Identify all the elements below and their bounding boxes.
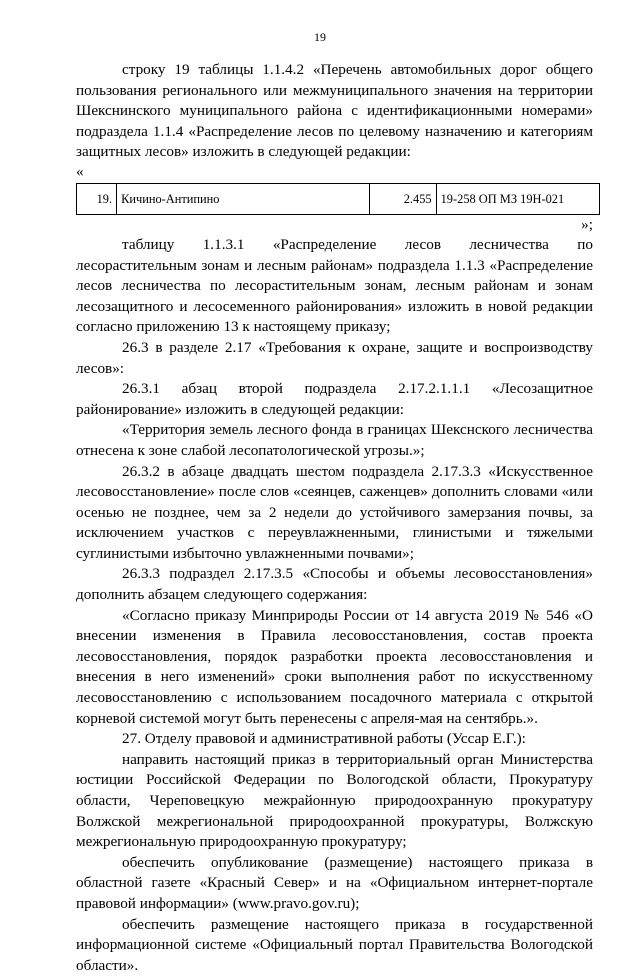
opening-quote: « xyxy=(76,162,84,180)
paragraph-post-portal: обеспечить размещение настоящего приказа в государственной информационной системе «Официальный портал Правительства Вологодской области». xyxy=(76,915,593,974)
road-id-cell: 19-258 ОП МЗ 19Н-021 xyxy=(436,183,599,214)
paragraph-26-3: 26.3 в разделе 2.17 «Требования к охране, защите и воспроизводству лесов»: xyxy=(76,338,593,377)
document-body xyxy=(76,60,593,976)
road-length-cell: 2.455 xyxy=(369,183,436,214)
paragraph-26-3-1: 26.3.1 абзац второй подраздела 2.17.2.1.1.1 «Лесозащитное районирование» изложить в следующей редакции: xyxy=(76,380,593,418)
paragraph-publish: обеспечить опубликование (размещение) настоящего приказа в областной газете «Красный Север» и на «Официальном интернет-портале правовой информации» (www.pravo.gov.ru); xyxy=(76,853,593,912)
closing-quote: »; xyxy=(581,215,593,233)
paragraph-26-3-2: 26.3.2 в абзаце двадцать шестом подраздела 2.17.3.3 «Искусственное лесовосстановление» после слов «сеянцев, саженцев» дополнить словами «или осенью не позднее, чем за 2 недели до устойчивого замерзания почвы, за исключением участков с переувлажненными, глинистыми и тяжелыми суглинистыми избыточно увлажненными почвами»; xyxy=(76,462,593,562)
paragraph-27: 27. Отделу правовой и административной работы (Уссар Е.Г.): xyxy=(122,730,526,748)
paragraph-26-3-3: 26.3.3 подраздел 2.17.3.5 «Способы и объемы лесовосстановления» дополнить абзацем следующего содержания: xyxy=(76,565,593,604)
paragraph-minprirody-quote: «Согласно приказу Минприроды России от 14 августа 2019 № 546 «О внесении изменения в Правила лесовосстановления, состав проекта лесовосстановления, порядок разработки проекта лесовосстановления и внесения в него изменений» сроки выполнения работ по искусственному лесовосстановлению с использованием посадочного материала с открытой корневой системой могут быть перенесены с апреля-мая на сентябрь.». xyxy=(76,606,593,727)
paragraph-send-order: направить настоящий приказ в территориальный орган Министерства юстиции Российской Федерации по Вологодской области, Прокуратуру области, Череповецкую межрайонную природоохранную прокуратуру Волжской межрегиональной природоохранной прокуратуры, Волжскую межрегиональную природоохранную прокуратуру; xyxy=(76,750,593,851)
table-row xyxy=(77,183,600,214)
intro-paragraph: строку 19 таблицы 1.1.4.2 «Перечень автомобильных дорог общего пользования регионального или межмуниципального значения на территории Шекснинского муниципального района с идентификационными номерами» подраздела 1.1.4 «Распределение лесов по целевому назначению и категориям защитных лесов» изложить в следующей редакции: xyxy=(76,61,593,161)
paragraph-territory-quote: «Территория земель лесного фонда в границах Шекснского лесничества отнесена к зоне слабой лесопатологической угрозы.»; xyxy=(76,421,593,459)
road-table xyxy=(76,183,600,215)
paragraph-table-1131: таблицу 1.1.3.1 «Распределение лесов лесничества по лесорастительным зонам и лесным районам» подраздела 1.1.3 «Распределение лесов лесничества по лесорастительным зонам, лесным районам и зонам лесозащитного и лесосеменного районирования» изложить в новой редакции согласно приложению 13 к настоящему приказу; xyxy=(76,235,593,336)
road-name-cell: Кичино-Антипино xyxy=(117,183,370,214)
row-number-cell: 19. xyxy=(77,183,117,214)
page-number: 19 xyxy=(314,30,326,44)
